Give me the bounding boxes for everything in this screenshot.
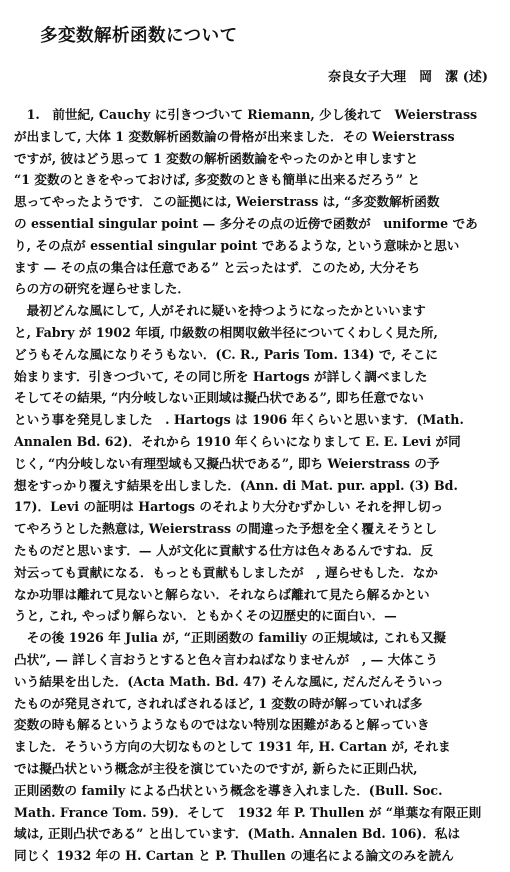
text-line: 正則函数の family による凸状という概念を導き入れました．(Bull. Soc. bbox=[14, 782, 443, 798]
text-line: 域は, 正則凸状である” と出しています．(Math. Annalen Bd. 106)．私は bbox=[14, 826, 461, 842]
text-line: いう結果を出した．(Acta Math. Bd. 47) そんな風に, だんだんそういっ bbox=[14, 673, 444, 689]
text-line: そしてその結果, “内分岐しない正則域は擬凸状である”, 即ち任意でない bbox=[14, 390, 424, 406]
text-line: Annalen Bd. 62)．それから 1910 年くらいになりまして E. E. Levi が同 bbox=[14, 433, 461, 449]
text-line: たものが発見されて, されればされるほど, 1 変数の時が解っていれば多 bbox=[14, 695, 423, 711]
text-line: うと, これ, やっぱり解らない．ともかくその辺歴史的に面白い．— bbox=[14, 608, 397, 624]
text-line: ですが, 彼はどう思って 1 変数の解析函数論をやったのかと申しますと bbox=[14, 150, 419, 166]
text-line: 1. 前世紀, Cauchy に引きつづいて Riemann, 少し後れて Weierstrass bbox=[14, 107, 478, 122]
text-line: ます — その点の集合は任意である” と云ったはず．このため, 大分そち bbox=[14, 259, 420, 275]
text-line: その後 1926 年 Julia が, “正則函数の familiy の正規域は, これも又擬 bbox=[14, 630, 447, 646]
text-line: なか功罪は離れて見ないと解らない．それならば離れて見たら解るかとい bbox=[14, 586, 430, 602]
text-line: 思ってやったようです．この証拠には, Weierstrass は, “多変数解析函数 bbox=[14, 194, 440, 210]
text-line: 凸状”, — 詳しく言おうとすると色々言わねばなりませんが , — 大体こう bbox=[14, 651, 438, 667]
text-line: じく, “内分岐しない有理型域も又擬凸状である”, 即ち Weierstrass の予 bbox=[14, 455, 440, 471]
author-line: 奈良女子大理 岡 潔 (述) bbox=[328, 70, 488, 85]
text-line: では擬凸状という概念が主役を演じていたのですが, 新らたに正則凸状, bbox=[14, 760, 418, 776]
body-text bbox=[14, 104, 498, 867]
text-line: 最初どんな風にして, 人がそれに疑いを持つようになったかといいます bbox=[14, 303, 426, 319]
page-title: 多変数解析函数について bbox=[40, 26, 238, 46]
text-line: たものだと思います．— 人が文化に貢献する仕方は色々あるんですね．反 bbox=[14, 542, 433, 558]
text-line: という事を発見しました . Hartogs は 1906 年くらいと思います．(Math. bbox=[14, 412, 464, 428]
text-line: ました．そういう方向の大切なものとして 1931 年, H. Cartan が, それま bbox=[14, 739, 451, 755]
text-line: てやろうとした熱意は, Weierstrass の間違った予想を全く覆えそうとし bbox=[14, 521, 438, 537]
text-line: Math. France Tom. 59)．そして 1932 年 P. Thullen が “単葉な有限正則 bbox=[14, 804, 482, 820]
text-line: と, Fabry が 1902 年頃, 巾級数の相関収斂半径についてくわしく見た所, bbox=[14, 324, 438, 340]
text-line: 17)．Levi の証明は Hartogs のそれより大分むずかしい それを押し切っ bbox=[14, 499, 444, 515]
text-line: 始まります．引きつづいて, その同じ所を Hartogs が詳しく調べました bbox=[14, 368, 428, 384]
text-line: 同じく 1932 年の H. Cartan と P. Thullen の連名による論文のみを読ん bbox=[14, 848, 454, 864]
text-line: り, その点が essential singular point であるような, という意味かと思い bbox=[14, 237, 460, 253]
text-line: 変数の時も解るというようなものではない特別な困難があると解っていき bbox=[14, 717, 430, 733]
text-line: の essential singular point — 多分その点の近傍で函数が uniforme であ bbox=[14, 215, 478, 231]
text-line: 想をすっかり覆えす結果を出しました．(Ann. di Mat. pur. appl. (3) Bd. bbox=[14, 477, 458, 493]
text-line: どうもそんな風になりそうもない．(C. R., Paris Tom. 134) で, そこに bbox=[14, 346, 439, 362]
text-line: が出まして, 大体 1 変数解析函数論の骨格が出来ました．その Weierstrass bbox=[14, 128, 455, 144]
text-line: らの方の研究を遅らせました． bbox=[14, 281, 190, 297]
text-line: “1 変数のときをやっておけば, 多変数のときも簡単に出来るだろう” と bbox=[14, 172, 421, 188]
text-line: 対云っても貢献になる．もっとも貢献もしましたが , 遅らせもした．なか bbox=[14, 564, 438, 580]
